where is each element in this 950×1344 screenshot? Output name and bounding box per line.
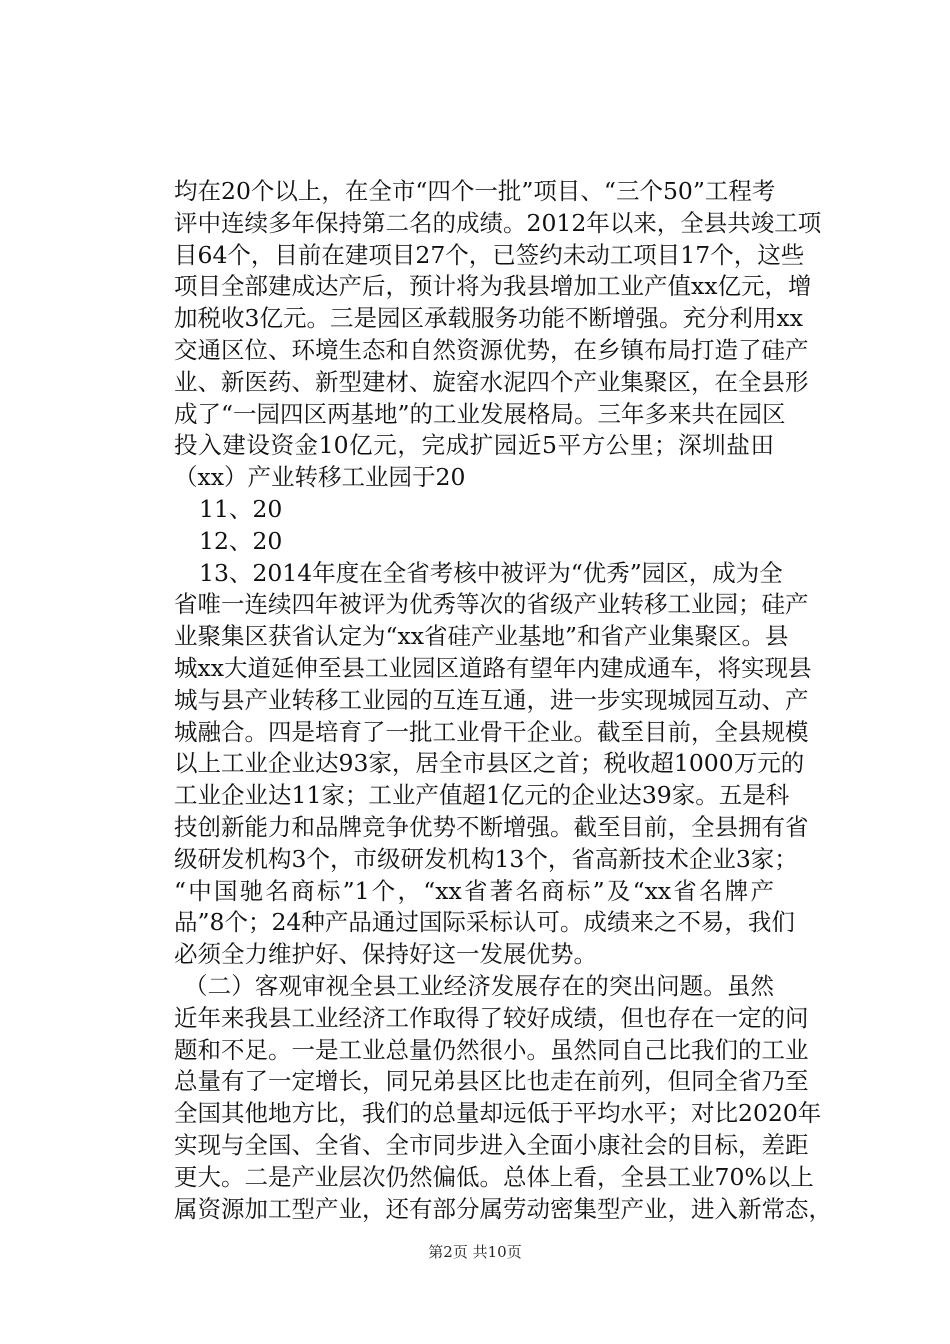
text-line: 13、2014年度在全省考核中被评为“优秀”园区，成为全 [199,558,783,587]
text-line: 品”8个；24种产品通过国际采标认可。成绩来之不易，我们 [174,908,795,937]
text-line: 城xx大道延伸至县工业园区道路有望年内建成通车，将实现县 [174,653,812,682]
text-line: 均在20个以上，在全市“四个一批”项目、“三个50”工程考 [174,177,776,205]
text-line: 题和不足。一是工业总量仍然很小。虽然同自己比我们的工业 [174,1035,809,1064]
page-number-footer: 第2页 共10页 [428,1243,522,1261]
text-line: 业聚集区获省认定为“xx省硅产业基地”和省产业集聚区。县 [174,622,789,651]
text-line: （二）客观审视全县工业经济发展存在的突出问题。虽然 [184,971,774,1000]
text-line: 工业企业达11家；工业产值超1亿元的企业达39家。五是科 [174,781,790,810]
text-line: 必须全力维护好、保持好这一发展优势。 [174,940,597,969]
text-line: 级研发机构3个，市级研发机构13个，省高新技术企业3家； [174,844,798,873]
text-line: 省唯一连续四年被评为优秀等次的省级产业转移工业园；硅产 [174,590,809,619]
text-line: 12、20 [199,526,283,555]
text-line: 城与县产业转移工业园的互连互通，进一步实现城园互动、产 [174,685,809,714]
text-line: 项目全部建成达产后，预计将为我县增加工业产值xx亿元，增 [174,272,812,301]
text-line: 城融合。四是培育了一批工业骨干企业。截至目前，全县规模 [174,717,809,746]
text-line: （xx）产业转移工业园于20 [174,463,466,492]
text-line: 加税收3亿元。三是园区承载服务功能不断增强。充分利用xx [174,304,803,333]
body-text [174,176,832,1225]
text-line: 目64个，目前在建项目27个，已签约未动工项目17个，这些 [174,240,805,269]
text-line: 实现与全国、全省、全市同步进入全面小康社会的目标，差距 [174,1130,809,1159]
text-line: 近年来我县工业经济工作取得了较好成绩，但也存在一定的问 [174,1003,809,1032]
text-line: 技创新能力和品牌竞争优势不断增强。截至目前，全县拥有省 [174,812,809,841]
text-line: 全国其他地方比，我们的总量却远低于平均水平；对比2020年 [174,1099,822,1128]
text-line: 以上工业企业达93家，居全市县区之首；税收超1000万元的 [174,749,805,778]
text-line: “中国驰名商标”1个，“xx省著名商标”及“xx省名牌产 [174,876,774,905]
text-line: 成了“一园四区两基地”的工业发展格局。三年多来共在园区 [174,399,786,428]
text-line: 业、新医药、新型建材、旋窑水泥四个产业集聚区，在全县形 [174,367,809,396]
text-line: 投入建设资金10亿元，完成扩园近5平方公里；深圳盐田 [174,431,774,460]
text-line: 属资源加工型产业，还有部分属劳动密集型产业，进入新常态， [174,1194,832,1223]
text-line: 评中连续多年保持第二名的成绩。2012年以来，全县共竣工项 [174,208,822,237]
text-line: 11、20 [199,494,283,523]
text-line: 交通区位、环境生态和自然资源优势，在乡镇布局打造了硅产 [174,335,809,364]
text-line: 更大。二是产业层次仍然偏低。总体上看，全县工业70%以上 [174,1162,814,1191]
text-line: 总量有了一定增长，同兄弟县区比也走在前列，但同全省乃至 [174,1067,809,1096]
